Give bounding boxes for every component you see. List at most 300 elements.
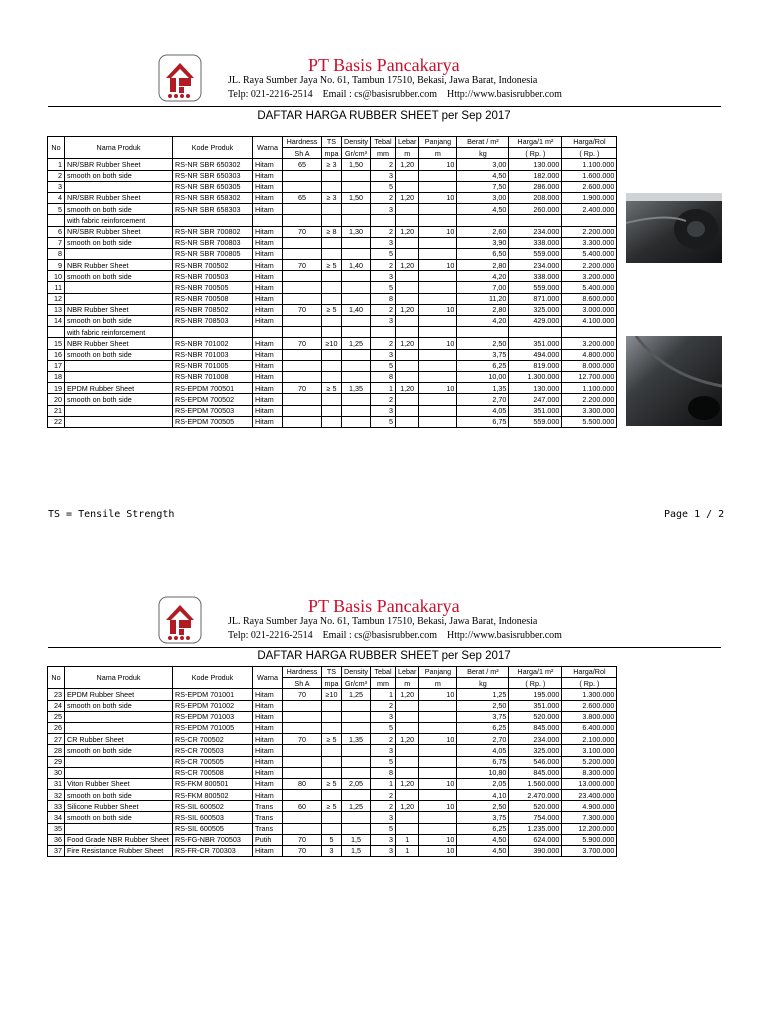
cell-length: 10 bbox=[419, 226, 457, 237]
cell-length bbox=[419, 790, 457, 801]
column-unit-length: m bbox=[419, 148, 457, 159]
cell-density bbox=[342, 271, 371, 282]
cell-thickness: 5 bbox=[371, 282, 396, 293]
cell-price-per-roll: 3.700.000 bbox=[562, 846, 617, 857]
header-rule bbox=[48, 106, 721, 107]
cell-tensile-strength: ≥ 3 bbox=[322, 192, 342, 203]
cell-length bbox=[419, 767, 457, 778]
column-header-density: Density bbox=[342, 667, 371, 678]
cell-width bbox=[396, 181, 419, 192]
cell-no: 28 bbox=[48, 745, 65, 756]
cell-color: Hitam bbox=[253, 360, 283, 371]
cell-tensile-strength bbox=[322, 790, 342, 801]
cell-hardness bbox=[283, 767, 322, 778]
cell-density bbox=[342, 293, 371, 304]
cell-price-per-roll: 23.400.000 bbox=[562, 790, 617, 801]
cell-product-name bbox=[65, 293, 173, 304]
cell-weight: 2,80 bbox=[457, 260, 509, 271]
cell-color bbox=[253, 327, 283, 338]
cell-price-per-roll: 8.300.000 bbox=[562, 767, 617, 778]
cell-price-per-m2: 260.000 bbox=[509, 204, 562, 215]
cell-no: 14 bbox=[48, 316, 65, 327]
cell-color: Hitam bbox=[253, 416, 283, 427]
cell-price-per-roll: 4.900.000 bbox=[562, 801, 617, 812]
cell-price-per-roll: 13.000.000 bbox=[562, 778, 617, 789]
cell-hardness bbox=[283, 316, 322, 327]
cell-price-per-roll bbox=[562, 215, 617, 226]
cell-tensile-strength bbox=[322, 204, 342, 215]
cell-thickness: 2 bbox=[371, 790, 396, 801]
cell-product-name: EPDM Rubber Sheet bbox=[65, 383, 173, 394]
cell-tensile-strength bbox=[322, 700, 342, 711]
cell-length: 10 bbox=[419, 192, 457, 203]
cell-color: Hitam bbox=[253, 756, 283, 767]
cell-length: 10 bbox=[419, 260, 457, 271]
cell-weight: 4,50 bbox=[457, 846, 509, 857]
cell-density bbox=[342, 767, 371, 778]
cell-weight: 2,70 bbox=[457, 734, 509, 745]
cell-product-name: smooth on both side bbox=[65, 790, 173, 801]
company-logo bbox=[158, 54, 202, 102]
cell-weight: 4,50 bbox=[457, 204, 509, 215]
table-row bbox=[48, 271, 617, 282]
cell-tensile-strength bbox=[322, 237, 342, 248]
cell-no: 36 bbox=[48, 834, 65, 845]
cell-product-name bbox=[65, 181, 173, 192]
cell-weight: 2,50 bbox=[457, 338, 509, 349]
cell-width bbox=[396, 394, 419, 405]
cell-density bbox=[342, 248, 371, 259]
cell-no: 7 bbox=[48, 237, 65, 248]
table-row bbox=[48, 756, 617, 767]
cell-color bbox=[253, 215, 283, 226]
cell-thickness: 3 bbox=[371, 834, 396, 845]
cell-product-name bbox=[65, 360, 173, 371]
cell-product-code: RS-EPDM 701002 bbox=[173, 700, 253, 711]
company-contact: Telp: 021-2216-2514 Email : cs@basisrubber.com Http://www.basisrubber.com bbox=[228, 630, 562, 641]
cell-length bbox=[419, 756, 457, 767]
cell-product-name: CR Rubber Sheet bbox=[65, 734, 173, 745]
cell-density bbox=[342, 700, 371, 711]
cell-price-per-roll: 3.300.000 bbox=[562, 237, 617, 248]
cell-no: 3 bbox=[48, 181, 65, 192]
cell-weight: 2,70 bbox=[457, 394, 509, 405]
cell-product-code bbox=[173, 215, 253, 226]
cell-no: 17 bbox=[48, 360, 65, 371]
cell-thickness: 5 bbox=[371, 756, 396, 767]
cell-density: 1,35 bbox=[342, 734, 371, 745]
column-header-tensile-strength: TS bbox=[322, 137, 342, 148]
cell-width bbox=[396, 170, 419, 181]
cell-price-per-roll: 3.800.000 bbox=[562, 711, 617, 722]
cell-price-per-m2: 130.000 bbox=[509, 159, 562, 170]
cell-thickness: 1 bbox=[371, 383, 396, 394]
cell-length: 10 bbox=[419, 689, 457, 700]
cell-hardness bbox=[283, 327, 322, 338]
cell-color: Hitam bbox=[253, 394, 283, 405]
cell-width: 1,20 bbox=[396, 338, 419, 349]
cell-color: Hitam bbox=[253, 767, 283, 778]
cell-length bbox=[419, 745, 457, 756]
cell-product-code: RS-NBR 708502 bbox=[173, 304, 253, 315]
cell-tensile-strength bbox=[322, 293, 342, 304]
cell-product-code: RS-NR SBR 650302 bbox=[173, 159, 253, 170]
cell-product-name: NBR Rubber Sheet bbox=[65, 260, 173, 271]
cell-weight: 4,20 bbox=[457, 271, 509, 282]
cell-price-per-roll: 5.400.000 bbox=[562, 282, 617, 293]
table-row bbox=[48, 304, 617, 315]
document-title: DAFTAR HARGA RUBBER SHEET per Sep 2017 bbox=[257, 110, 511, 122]
table-row bbox=[48, 790, 617, 801]
cell-density bbox=[342, 823, 371, 834]
cell-hardness bbox=[283, 349, 322, 360]
cell-width: 1,20 bbox=[396, 304, 419, 315]
cell-no: 33 bbox=[48, 801, 65, 812]
cell-product-name: smooth on both side bbox=[65, 394, 173, 405]
cell-color: Hitam bbox=[253, 316, 283, 327]
cell-price-per-m2: 845.000 bbox=[509, 767, 562, 778]
cell-no: 15 bbox=[48, 338, 65, 349]
column-header-product-code: Kode Produk bbox=[173, 137, 253, 159]
cell-price-per-m2: 494.000 bbox=[509, 349, 562, 360]
cell-color: Hitam bbox=[253, 405, 283, 416]
cell-no: 35 bbox=[48, 823, 65, 834]
cell-weight: 2,80 bbox=[457, 304, 509, 315]
cell-product-name: with fabric reinforcement bbox=[65, 215, 173, 226]
table-row bbox=[48, 226, 617, 237]
cell-thickness: 2 bbox=[371, 159, 396, 170]
cell-no: 34 bbox=[48, 812, 65, 823]
table-row bbox=[48, 711, 617, 722]
cell-weight: 3,75 bbox=[457, 711, 509, 722]
cell-thickness: 2 bbox=[371, 260, 396, 271]
cell-product-code: RS-EPDM 700501 bbox=[173, 383, 253, 394]
cell-width bbox=[396, 722, 419, 733]
cell-product-code: RS-FKM 800502 bbox=[173, 790, 253, 801]
cell-product-name: smooth on both side bbox=[65, 745, 173, 756]
cell-density bbox=[342, 405, 371, 416]
cell-price-per-m2: 546.000 bbox=[509, 756, 562, 767]
cell-tensile-strength bbox=[322, 248, 342, 259]
cell-price-per-roll: 5.900.000 bbox=[562, 834, 617, 845]
cell-product-code: RS-NBR 701005 bbox=[173, 360, 253, 371]
cell-hardness: 65 bbox=[283, 192, 322, 203]
price-table-page-2 bbox=[47, 666, 617, 857]
table-row bbox=[48, 215, 617, 226]
column-unit-weight: kg bbox=[457, 148, 509, 159]
cell-thickness: 3 bbox=[371, 405, 396, 416]
cell-product-name: smooth on both side bbox=[65, 170, 173, 181]
cell-no: 22 bbox=[48, 416, 65, 427]
cell-product-code: RS-NR SBR 700805 bbox=[173, 248, 253, 259]
cell-tensile-strength bbox=[322, 711, 342, 722]
cell-price-per-roll: 3.100.000 bbox=[562, 745, 617, 756]
cell-no: 29 bbox=[48, 756, 65, 767]
table-row bbox=[48, 778, 617, 789]
cell-density: 1,30 bbox=[342, 226, 371, 237]
cell-no: 4 bbox=[48, 192, 65, 203]
cell-color: Hitam bbox=[253, 293, 283, 304]
cell-product-name: NR/SBR Rubber Sheet bbox=[65, 159, 173, 170]
table-row bbox=[48, 159, 617, 170]
column-unit-price-per-roll: ( Rp. ) bbox=[562, 678, 617, 689]
cell-density bbox=[342, 722, 371, 733]
cell-product-code: RS-CR 700505 bbox=[173, 756, 253, 767]
cell-length bbox=[419, 394, 457, 405]
cell-color: Hitam bbox=[253, 371, 283, 382]
cell-width: 1,20 bbox=[396, 383, 419, 394]
cell-product-code: RS-CR 700508 bbox=[173, 767, 253, 778]
cell-weight: 7,50 bbox=[457, 181, 509, 192]
cell-price-per-roll: 3.200.000 bbox=[562, 271, 617, 282]
cell-length: 10 bbox=[419, 734, 457, 745]
cell-thickness bbox=[371, 327, 396, 338]
cell-tensile-strength: ≥10 bbox=[322, 338, 342, 349]
cell-thickness: 5 bbox=[371, 181, 396, 192]
column-header-density: Density bbox=[342, 137, 371, 148]
cell-price-per-roll: 5.400.000 bbox=[562, 248, 617, 259]
cell-length bbox=[419, 271, 457, 282]
cell-price-per-m2: 559.000 bbox=[509, 282, 562, 293]
table-row bbox=[48, 767, 617, 778]
column-header-color: Warna bbox=[253, 137, 283, 159]
cell-product-code: RS-NR SBR 650305 bbox=[173, 181, 253, 192]
cell-price-per-roll: 2.600.000 bbox=[562, 181, 617, 192]
cell-tensile-strength: ≥ 5 bbox=[322, 801, 342, 812]
cell-product-code: RS-NR SBR 700803 bbox=[173, 237, 253, 248]
cell-width bbox=[396, 327, 419, 338]
table-row bbox=[48, 405, 617, 416]
document-title: DAFTAR HARGA RUBBER SHEET per Sep 2017 bbox=[257, 650, 511, 662]
cell-product-code: RS-NBR 701003 bbox=[173, 349, 253, 360]
cell-length bbox=[419, 282, 457, 293]
cell-price-per-m2: 286.000 bbox=[509, 181, 562, 192]
cell-no: 10 bbox=[48, 271, 65, 282]
cell-width bbox=[396, 349, 419, 360]
cell-thickness: 5 bbox=[371, 823, 396, 834]
cell-price-per-roll: 3.200.000 bbox=[562, 338, 617, 349]
cell-product-name: smooth on both side bbox=[65, 237, 173, 248]
column-unit-width: m bbox=[396, 678, 419, 689]
cell-color: Hitam bbox=[253, 338, 283, 349]
cell-thickness: 3 bbox=[371, 237, 396, 248]
cell-density bbox=[342, 371, 371, 382]
cell-price-per-roll: 3.300.000 bbox=[562, 405, 617, 416]
cell-price-per-roll: 4.800.000 bbox=[562, 349, 617, 360]
table-row bbox=[48, 349, 617, 360]
cell-price-per-roll: 5.500.000 bbox=[562, 416, 617, 427]
column-unit-length: m bbox=[419, 678, 457, 689]
cell-weight: 4,05 bbox=[457, 745, 509, 756]
cell-price-per-roll: 12.700.000 bbox=[562, 371, 617, 382]
cell-thickness: 3 bbox=[371, 170, 396, 181]
cell-no: 20 bbox=[48, 394, 65, 405]
cell-no: 19 bbox=[48, 383, 65, 394]
cell-density bbox=[342, 170, 371, 181]
cell-length bbox=[419, 416, 457, 427]
cell-density: 1,35 bbox=[342, 383, 371, 394]
table-row bbox=[48, 371, 617, 382]
cell-weight: 6,25 bbox=[457, 823, 509, 834]
cell-length bbox=[419, 360, 457, 371]
cell-density bbox=[342, 812, 371, 823]
cell-thickness: 2 bbox=[371, 734, 396, 745]
cell-no bbox=[48, 327, 65, 338]
column-header-thickness: Tebal bbox=[371, 667, 396, 678]
table-row bbox=[48, 338, 617, 349]
cell-price-per-m2: 325.000 bbox=[509, 304, 562, 315]
cell-density bbox=[342, 745, 371, 756]
table-row bbox=[48, 394, 617, 405]
cell-price-per-roll bbox=[562, 327, 617, 338]
cell-tensile-strength bbox=[322, 405, 342, 416]
cell-hardness bbox=[283, 170, 322, 181]
cell-price-per-roll: 2.400.000 bbox=[562, 204, 617, 215]
cell-product-name bbox=[65, 711, 173, 722]
cell-price-per-m2: 247.000 bbox=[509, 394, 562, 405]
cell-hardness: 70 bbox=[283, 338, 322, 349]
cell-product-code: RS-EPDM 700502 bbox=[173, 394, 253, 405]
cell-no: 1 bbox=[48, 159, 65, 170]
tensile-strength-note: TS = Tensile Strength bbox=[48, 509, 175, 520]
cell-hardness: 70 bbox=[283, 834, 322, 845]
cell-tensile-strength bbox=[322, 282, 342, 293]
cell-hardness: 65 bbox=[283, 159, 322, 170]
cell-price-per-m2: 195.000 bbox=[509, 689, 562, 700]
cell-density: 1,50 bbox=[342, 159, 371, 170]
cell-product-name bbox=[65, 282, 173, 293]
cell-thickness: 2 bbox=[371, 226, 396, 237]
cell-price-per-m2 bbox=[509, 327, 562, 338]
cell-length bbox=[419, 823, 457, 834]
cell-length bbox=[419, 293, 457, 304]
cell-width bbox=[396, 204, 419, 215]
cell-width bbox=[396, 316, 419, 327]
cell-length bbox=[419, 722, 457, 733]
cell-length: 10 bbox=[419, 778, 457, 789]
cell-density: 1,25 bbox=[342, 689, 371, 700]
cell-hardness bbox=[283, 204, 322, 215]
page-2 bbox=[0, 530, 768, 1024]
column-unit-price-per-m2: ( Rp. ) bbox=[509, 678, 562, 689]
cell-price-per-roll: 1.600.000 bbox=[562, 170, 617, 181]
column-header-price-per-m2: Harga/1 m² bbox=[509, 137, 562, 148]
cell-price-per-roll: 1.900.000 bbox=[562, 192, 617, 203]
cell-thickness: 1 bbox=[371, 689, 396, 700]
cell-hardness bbox=[283, 248, 322, 259]
cell-price-per-m2: 559.000 bbox=[509, 248, 562, 259]
column-header-product-name: Nama Produk bbox=[65, 667, 173, 689]
cell-price-per-m2: 234.000 bbox=[509, 226, 562, 237]
cell-price-per-m2: 390.000 bbox=[509, 846, 562, 857]
column-header-product-code: Kode Produk bbox=[173, 667, 253, 689]
cell-no: 8 bbox=[48, 248, 65, 259]
cell-hardness bbox=[283, 360, 322, 371]
cell-weight: 3,00 bbox=[457, 159, 509, 170]
cell-length: 10 bbox=[419, 846, 457, 857]
header-rule bbox=[48, 647, 721, 648]
table-row bbox=[48, 801, 617, 812]
cell-hardness bbox=[283, 271, 322, 282]
cell-length bbox=[419, 812, 457, 823]
cell-weight: 7,00 bbox=[457, 282, 509, 293]
cell-width bbox=[396, 756, 419, 767]
cell-product-code bbox=[173, 327, 253, 338]
cell-width: 1,20 bbox=[396, 226, 419, 237]
cell-product-name: smooth on both side bbox=[65, 316, 173, 327]
cell-product-code: RS-EPDM 700503 bbox=[173, 405, 253, 416]
company-address: JL. Raya Sumber Jaya No. 61, Tambun 17510, Bekasi, Jawa Barat, Indonesia bbox=[228, 616, 538, 627]
table-row bbox=[48, 204, 617, 215]
cell-density bbox=[342, 181, 371, 192]
cell-tensile-strength: ≥ 5 bbox=[322, 383, 342, 394]
cell-product-name: with fabric reinforcement bbox=[65, 327, 173, 338]
cell-color: Hitam bbox=[253, 304, 283, 315]
cell-product-name bbox=[65, 756, 173, 767]
cell-tensile-strength: ≥ 3 bbox=[322, 159, 342, 170]
cell-length bbox=[419, 248, 457, 259]
cell-thickness: 3 bbox=[371, 204, 396, 215]
cell-product-code: RS-NBR 700505 bbox=[173, 282, 253, 293]
cell-product-name bbox=[65, 405, 173, 416]
cell-price-per-roll: 5.200.000 bbox=[562, 756, 617, 767]
cell-price-per-m2: 208.000 bbox=[509, 192, 562, 203]
cell-price-per-m2: 754.000 bbox=[509, 812, 562, 823]
cell-tensile-strength: ≥ 5 bbox=[322, 260, 342, 271]
cell-product-name: EPDM Rubber Sheet bbox=[65, 689, 173, 700]
cell-no: 5 bbox=[48, 204, 65, 215]
cell-price-per-m2: 845.000 bbox=[509, 722, 562, 733]
cell-no: 9 bbox=[48, 260, 65, 271]
table-row bbox=[48, 181, 617, 192]
table-row bbox=[48, 282, 617, 293]
cell-width: 1,20 bbox=[396, 159, 419, 170]
column-unit-weight: kg bbox=[457, 678, 509, 689]
cell-width: 1,20 bbox=[396, 192, 419, 203]
table-row bbox=[48, 327, 617, 338]
column-header-weight: Berat / m² bbox=[457, 667, 509, 678]
cell-price-per-m2: 351.000 bbox=[509, 338, 562, 349]
cell-length bbox=[419, 349, 457, 360]
table-row bbox=[48, 260, 617, 271]
cell-tensile-strength bbox=[322, 271, 342, 282]
cell-length bbox=[419, 327, 457, 338]
table-row bbox=[48, 360, 617, 371]
cell-weight: 6,25 bbox=[457, 722, 509, 733]
cell-density: 1,5 bbox=[342, 846, 371, 857]
cell-color: Trans bbox=[253, 823, 283, 834]
cell-product-code: RS-EPDM 700505 bbox=[173, 416, 253, 427]
cell-no: 6 bbox=[48, 226, 65, 237]
cell-price-per-roll: 1.100.000 bbox=[562, 159, 617, 170]
cell-hardness bbox=[283, 711, 322, 722]
cell-color: Hitam bbox=[253, 170, 283, 181]
cell-weight: 11,20 bbox=[457, 293, 509, 304]
cell-no: 31 bbox=[48, 778, 65, 789]
cell-product-name: smooth on both side bbox=[65, 349, 173, 360]
cell-width bbox=[396, 360, 419, 371]
cell-product-code: RS-FR-CR 700303 bbox=[173, 846, 253, 857]
cell-thickness: 3 bbox=[371, 745, 396, 756]
cell-product-name bbox=[65, 371, 173, 382]
column-unit-hardness: Sh A bbox=[283, 148, 322, 159]
cell-width bbox=[396, 700, 419, 711]
cell-density: 1,40 bbox=[342, 304, 371, 315]
cell-density bbox=[342, 416, 371, 427]
cell-tensile-strength: ≥ 8 bbox=[322, 226, 342, 237]
cell-product-code: RS-NR SBR 658302 bbox=[173, 192, 253, 203]
column-unit-price-per-m2: ( Rp. ) bbox=[509, 148, 562, 159]
